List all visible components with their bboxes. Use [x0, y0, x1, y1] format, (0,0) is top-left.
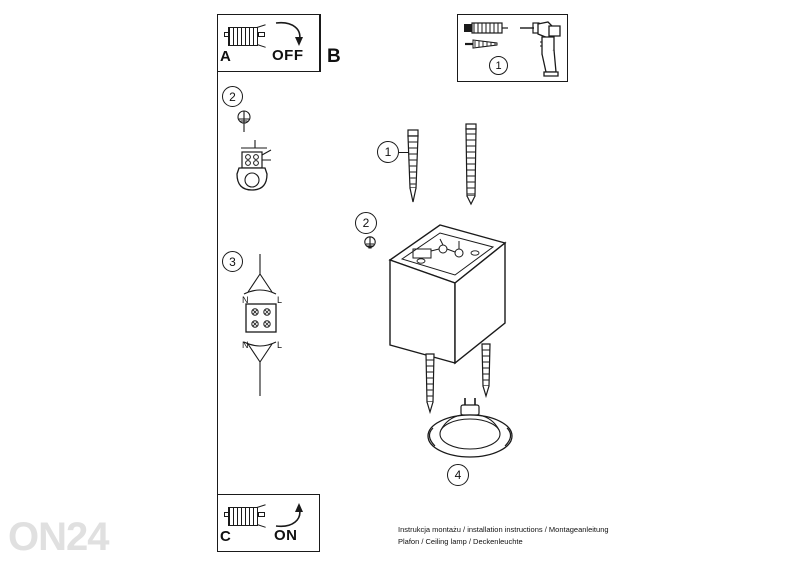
callout-step-1-tools [489, 56, 508, 75]
footer-caption-line2: Plafon / Ceiling lamp / Deckenleuchte [398, 537, 523, 546]
callout-main-step-4 [447, 464, 469, 486]
switch-lead-lower [257, 44, 266, 48]
hardware-screw-lower-right [477, 342, 495, 398]
earth-ground-symbol [233, 110, 255, 134]
switch-hatch-on [229, 508, 257, 525]
terminal-block-icon [238, 252, 290, 400]
callout-main-step-2 [355, 212, 377, 234]
hardware-screw-upper-left [404, 128, 422, 204]
callout-main-step-4-label: 4 [454, 468, 462, 482]
panel-a-label: OFF [272, 47, 304, 64]
hardware-plug-upper-right [462, 122, 480, 206]
wall-plug-anchor-icon [463, 20, 509, 36]
panel-c-letter: C [220, 528, 231, 545]
terminal-label-l-top: L [277, 295, 283, 305]
switch-lead-lower-on [257, 524, 266, 528]
wall-switch-icon-on [224, 504, 266, 530]
terminal-label-n-bottom: N [242, 340, 249, 350]
callout-step-1-tools-label: 1 [495, 59, 502, 72]
callout-left-step-2 [222, 86, 243, 107]
callout-main-step-1-label: 1 [384, 145, 392, 159]
terminal-label-n-top: N [242, 295, 249, 305]
switch-hatch [229, 28, 257, 45]
callout-main-step-2-label: 2 [362, 216, 370, 230]
watermark-text: ON24 [8, 515, 109, 559]
earth-ground-symbol-main [361, 236, 379, 252]
panel-a-letter: A [220, 48, 231, 65]
callout-main-step-1 [377, 141, 399, 163]
switch-lead-upper-on [257, 504, 266, 508]
callout-left-step-3-label: 3 [229, 254, 236, 269]
switch-tab-right-on [258, 512, 265, 517]
power-drill-icon [518, 20, 564, 78]
wall-switch-icon [224, 24, 266, 50]
footer-caption-line1: Instrukcja montażu / installation instructions / Montageanleitung [398, 525, 609, 534]
screw-icon [463, 38, 507, 50]
switch-tab-right [258, 32, 265, 37]
square-ceiling-lamp-cube [385, 205, 510, 365]
ceiling-junction-connector-icon [233, 140, 279, 196]
curved-arrow-down-icon [272, 20, 306, 50]
switch-lead-upper [257, 24, 266, 28]
terminal-label-l-bottom: L [277, 340, 283, 350]
gu10-bulb-and-reflector-icon [417, 396, 523, 464]
watermark-on24 [8, 515, 109, 560]
curved-arrow-up-icon [272, 500, 306, 530]
divider-left-vertical [217, 72, 218, 494]
divider-mid-vertical [320, 14, 321, 72]
panel-c-label: ON [274, 527, 298, 544]
callout-left-step-2-label: 2 [229, 89, 236, 104]
section-letter-b: B [327, 46, 341, 67]
